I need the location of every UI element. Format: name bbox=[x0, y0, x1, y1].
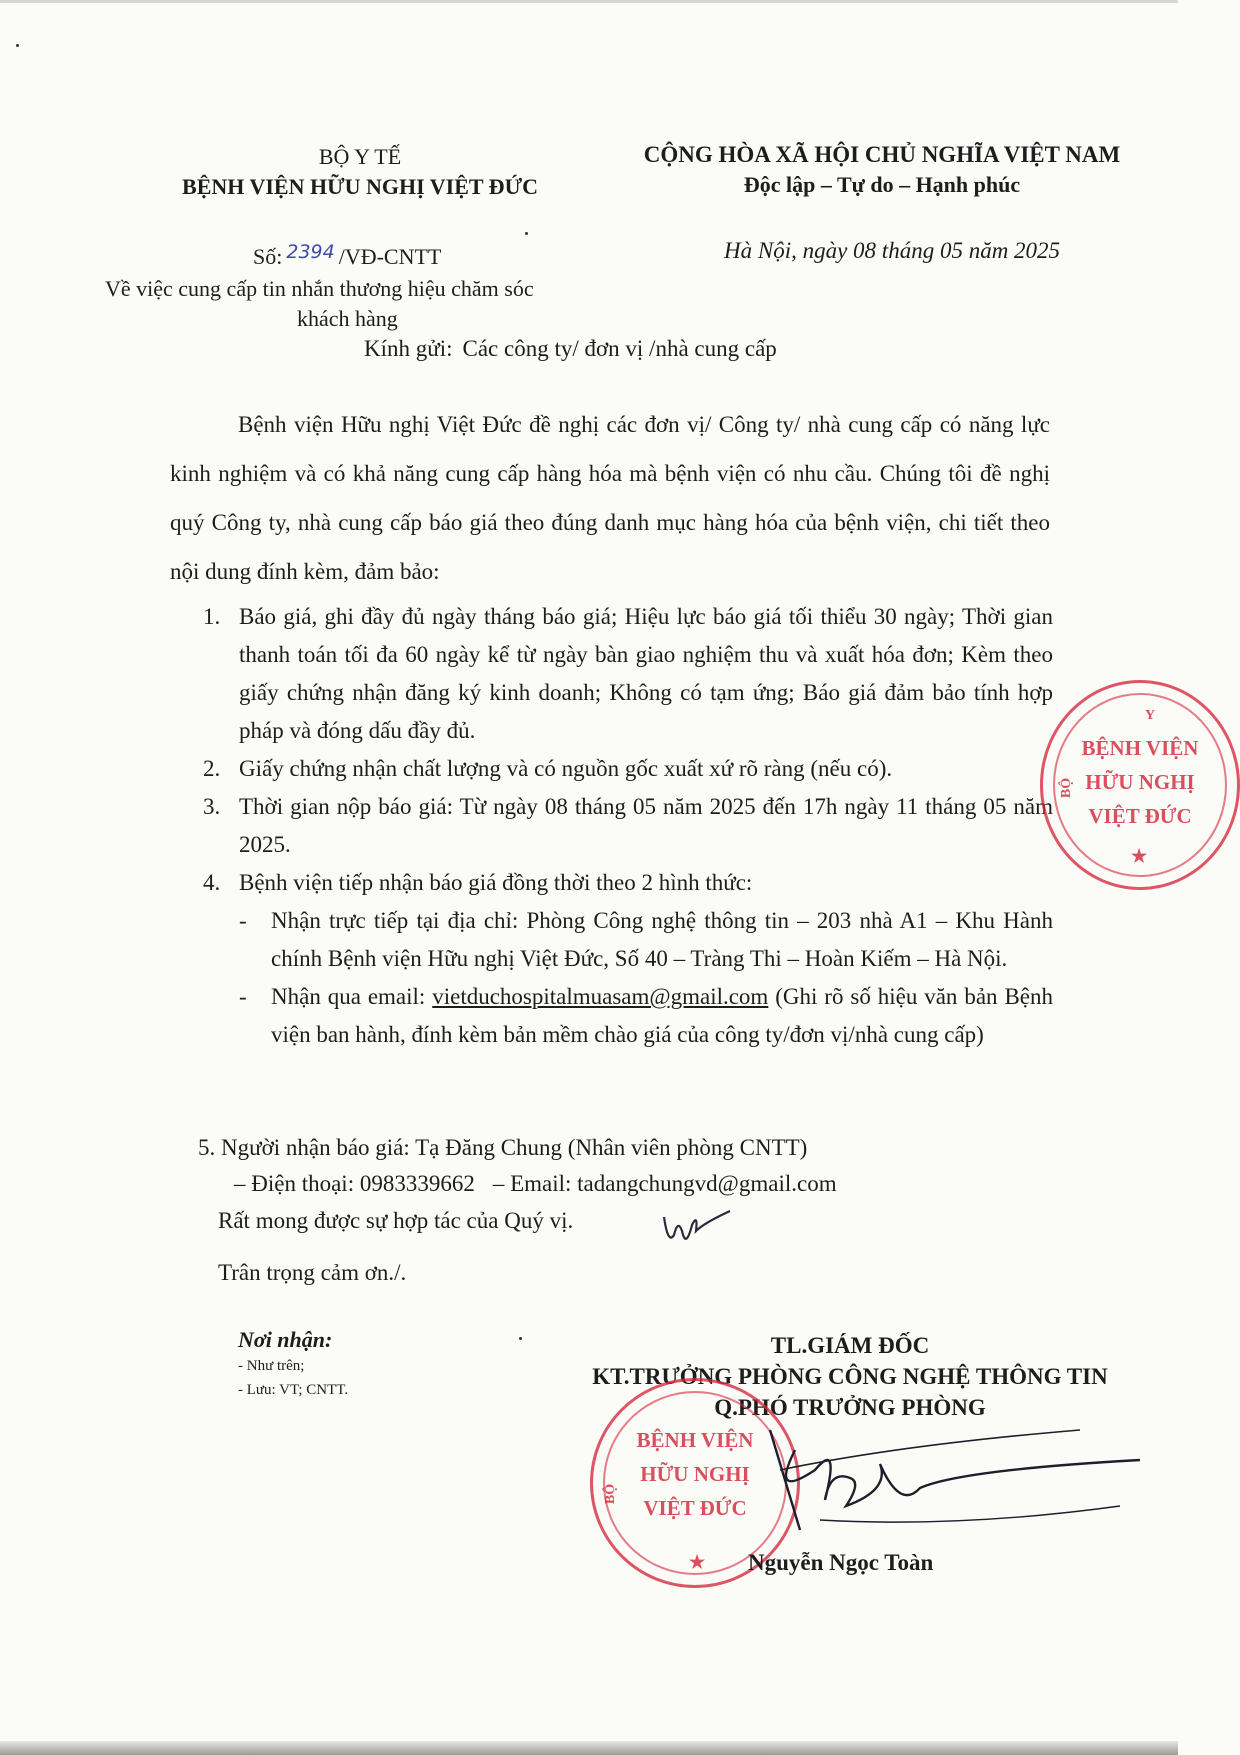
body-paragraph bbox=[170, 400, 1050, 596]
contact-phone: – Điện thoại: 0983339662 bbox=[234, 1171, 475, 1196]
recipients-block bbox=[238, 1328, 348, 1402]
list-item bbox=[203, 750, 1053, 788]
subject-line-2: khách hàng bbox=[297, 306, 398, 331]
header-right bbox=[612, 140, 1152, 200]
contact-item bbox=[198, 1130, 1078, 1202]
seal-text-line-2: HỮU NGHỊ bbox=[1085, 770, 1195, 794]
subject bbox=[105, 274, 625, 334]
list-item bbox=[198, 1130, 1078, 1166]
seal-text-line-2: HỮU NGHỊ bbox=[640, 1462, 750, 1486]
body-intro-first: Bệnh viện Hữu nghị Việt Đức đề nghị các đơn vị/ Công ty/ nhà cung cấp bbox=[238, 412, 933, 437]
signature-title-3: Q.PHÓ TRƯỞNG PHÒNG bbox=[714, 1395, 986, 1420]
scan-speck bbox=[519, 1337, 522, 1340]
header-left bbox=[150, 142, 570, 202]
seal-text-line-1: BỆNH VIỆN bbox=[1081, 736, 1199, 760]
sub-item-email-note: (Ghi rõ số hiệu văn bản Bệnh viện ban hành, đính kèm bản mềm chào giá của công ty/đơn vị/nhà cung cấp) bbox=[271, 984, 1053, 1047]
country-name: CỘNG HÒA XÃ HỘI CHỦ NGHĨA VIỆT NAM bbox=[643, 142, 1121, 167]
star-icon: ★ bbox=[1131, 846, 1148, 866]
sub-item-email bbox=[203, 978, 1053, 1054]
greeting-recipients: Các công ty/ đơn vị /nhà cung cấp bbox=[462, 336, 777, 361]
national-motto: Độc lập – Tự do – Hạnh phúc bbox=[743, 172, 1021, 197]
handwritten-signature bbox=[600, 1410, 1160, 1540]
scan-speck bbox=[525, 232, 528, 235]
closing-line-2: Trân trọng cảm ơn./. bbox=[218, 1260, 407, 1285]
signature-title-2: KT.TRƯỞNG PHÒNG CÔNG NGHỆ THÔNG TIN bbox=[592, 1364, 1108, 1389]
list-item bbox=[203, 598, 1053, 750]
scan-speck bbox=[16, 44, 19, 47]
recipient-item: - Lưu: VT; CNTT. bbox=[238, 1382, 349, 1398]
issue-date: Hà Nội, ngày 08 tháng 05 năm 2025 bbox=[724, 238, 1061, 263]
seal-text-line-1: BỆNH VIỆN bbox=[636, 1428, 754, 1452]
list-number: 4. bbox=[203, 870, 221, 895]
document-number-suffix: /VĐ-CNTT bbox=[338, 244, 442, 269]
list-text: Bệnh viện tiếp nhận báo giá đồng thời theo 2 hình thức: bbox=[239, 870, 753, 895]
star-icon: ★ bbox=[689, 1552, 706, 1572]
list-text: Giấy chứng nhận chất lượng và có nguồn gốc xuất xứ rõ ràng (nếu có). bbox=[239, 756, 893, 781]
list-number: 2. bbox=[203, 756, 221, 781]
greeting-label: Kính gửi: bbox=[364, 336, 453, 361]
seal-text-line-3: VIỆT ĐỨC bbox=[643, 1496, 747, 1520]
page-edge-top bbox=[0, 0, 1178, 3]
subject-line-1: Về việc cung cấp tin nhắn thương hiệu chăm sóc bbox=[105, 276, 534, 301]
document-number-prefix: Số: bbox=[253, 244, 283, 269]
handwritten-initial bbox=[660, 1205, 740, 1255]
page-edge-bottom bbox=[0, 1741, 1178, 1755]
signer-name: Nguyễn Ngọc Toàn bbox=[748, 1550, 934, 1575]
contact-details bbox=[198, 1166, 1078, 1202]
official-seal bbox=[1040, 680, 1240, 890]
seal-side-mark: BỘ bbox=[1059, 777, 1075, 799]
seal-top-mark: Y bbox=[1145, 708, 1156, 723]
ministry-name: BỘ Y TẾ bbox=[318, 144, 402, 169]
submission-email-link[interactable]: vietduchospitalmuasam@gmail.com bbox=[432, 984, 769, 1009]
hospital-name: BỆNH VIỆN HỮU NGHỊ VIỆT ĐỨC bbox=[182, 174, 538, 199]
recipients-title: Nơi nhận: bbox=[238, 1327, 333, 1352]
seal-side-mark: BỘ bbox=[603, 1483, 619, 1505]
sub-item-email-prefix: Nhận qua email: bbox=[271, 984, 426, 1009]
list-text: Báo giá, ghi đầy đủ ngày tháng báo giá; Hiệu lực báo giá tối thiểu 30 ngày; Thời gian thanh toán tối đa 60 ngày kể từ ngày bàn giao nghiệm thu và xuất hóa đơn; Kèm theo giấy chứng nhận đăng ký kinh doanh; Không có tạm ứng; Báo giá đảm bảo tính hợp pháp và đóng dấu đầy đủ. bbox=[239, 604, 1053, 743]
document-number bbox=[253, 241, 442, 270]
seal-text-line-3: VIỆT ĐỨC bbox=[1088, 804, 1192, 828]
sub-item-text: Nhận trực tiếp tại địa chỉ: Phòng Công nghệ thông tin – 203 nhà A1 – Khu Hành chính Bệnh viện Hữu nghị Việt Đức, Số 40 – Tràng Thi – Hoàn Kiếm – Hà Nội. bbox=[271, 908, 1053, 971]
list-item bbox=[203, 864, 1053, 902]
sub-item-direct bbox=[203, 902, 1053, 978]
list-number: 3. bbox=[203, 794, 221, 819]
contact-person: Người nhận báo giá: Tạ Đăng Chung (Nhân viên phòng CNTT) bbox=[221, 1135, 808, 1160]
requirements-list bbox=[203, 598, 1053, 1054]
dash-bullet: - bbox=[239, 984, 247, 1009]
list-number: 1. bbox=[203, 604, 221, 629]
recipient-item: - Như trên; bbox=[238, 1358, 305, 1374]
list-item bbox=[203, 788, 1053, 864]
list-number: 5. bbox=[198, 1135, 216, 1160]
signature-title-1: TL.GIÁM ĐỐC bbox=[770, 1333, 930, 1358]
handwritten-number: 2394 bbox=[286, 241, 335, 263]
dash-bullet: - bbox=[239, 908, 247, 933]
greeting bbox=[364, 336, 777, 362]
body-intro-rest: có năng lực kinh nghiệm và có khả năng cung cấp hàng hóa mà bệnh viện có nhu cầu. Chúng tôi đề nghị quý Công ty, nhà cung cấp báo giá theo đúng danh mục hàng hóa của bệnh viện, chi tiết theo nội dung đính kèm, đảm bảo: bbox=[170, 412, 1050, 584]
closing-line-1: Rất mong được sự hợp tác của Quý vị. bbox=[218, 1208, 574, 1233]
list-text: Thời gian nộp báo giá: Từ ngày 08 tháng 05 năm 2025 đến 17h ngày 11 tháng 05 năm 2025. bbox=[239, 794, 1053, 857]
contact-email: – Email: tadangchungvd@gmail.com bbox=[492, 1171, 837, 1196]
